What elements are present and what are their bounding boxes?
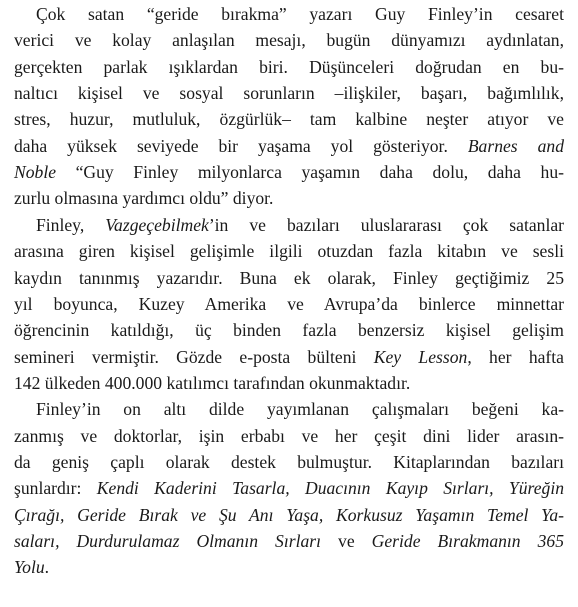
text-line bbox=[14, 185, 564, 211]
text-run: . bbox=[44, 557, 50, 578]
italic-text: Yolu bbox=[14, 557, 45, 578]
text-run: Çok satan “geride bırakma” yazarı Guy Finley’in cesaret bbox=[36, 4, 564, 24]
text-line bbox=[14, 159, 564, 185]
text-line bbox=[14, 317, 564, 343]
text-run: şunlardır: bbox=[14, 478, 97, 499]
text-line bbox=[14, 106, 564, 132]
text-line bbox=[14, 265, 564, 291]
italic-text: Çırağı, Geride Bırak ve Şu Anı Yaşa, Korkusuz Yaşamın Temel Ya- bbox=[14, 504, 564, 525]
text-line bbox=[36, 212, 564, 238]
italic-text: Barnes and bbox=[467, 135, 564, 156]
text-line bbox=[14, 475, 564, 501]
italic-text: saları, Durdurulamaz Olmanın Sırları bbox=[14, 531, 322, 551]
text-run: 142 ülkeden 400.000 katılımcı tarafından okunmaktadır. bbox=[14, 372, 411, 393]
text-line bbox=[14, 80, 564, 106]
italic-text: Geride Bırakmanın 365 bbox=[371, 531, 565, 551]
text-line bbox=[14, 528, 564, 554]
text-run: Finley, bbox=[36, 214, 106, 235]
text-run: verici ve kolay anlaşılan mesajı, bugün dünyamızı aydınlatan, bbox=[14, 30, 564, 51]
italic-text: Vazgeçebilmek bbox=[105, 214, 209, 235]
text-run: semineri vermiştir. Gözde e-posta bülteni bbox=[14, 346, 374, 367]
text-run: zurlu olmasına yardımcı oldu” diyor. bbox=[14, 188, 274, 209]
text-run: , her hafta bbox=[467, 346, 564, 367]
text-run: daha yüksek seviyede bir yaşama yol gösteriyor. bbox=[14, 135, 468, 156]
text-run: gerçekten parlak ışıklardan biri. Düşünceleri doğrudan en bu- bbox=[14, 56, 564, 77]
text-line bbox=[14, 502, 564, 528]
italic-text: Key Lesson bbox=[373, 346, 468, 367]
text-run: ’in ve bazıları uluslararası çok satanlar bbox=[208, 214, 565, 235]
text-run: Finley’in on altı dilde yayımlanan çalışmaları beğeni ka- bbox=[36, 399, 564, 420]
text-run: naltıcı kişisel ve sosyal sorunların –ilişkiler, başarı, bağımlılık, bbox=[14, 83, 564, 104]
text-run: ve bbox=[321, 531, 372, 551]
text-run: da geniş çaplı olarak destek bulmuştur. Kitaplarından bazıları bbox=[14, 451, 564, 472]
text-run: arasına giren kişisel gelişimle ilgili otuzdan fazla kitabın ve sesli bbox=[14, 241, 564, 262]
text-line bbox=[36, 1, 564, 27]
text-line bbox=[14, 133, 564, 159]
text-line bbox=[14, 27, 564, 53]
text-run: öğrencinin katıldığı, üç binden fazla benzersiz kişisel gelişim bbox=[14, 320, 564, 341]
text-run: zanmış ve doktorlar, işin erbabı ve her çeşit dini lider arasın- bbox=[14, 425, 564, 446]
text-run: kaydın tanınmış yazarıdır. Buna ek olarak, Finley geçtiğimiz 25 bbox=[14, 267, 564, 288]
text-run: “Guy Finley milyonlarca yaşamın daha dolu, daha hu- bbox=[56, 162, 564, 183]
text-line bbox=[14, 344, 564, 370]
text-run: yıl boyunca, Kuzey Amerika ve Avrupa’da binlerce minnettar bbox=[14, 293, 564, 314]
text-line bbox=[14, 54, 564, 80]
text-line bbox=[14, 423, 564, 449]
text-line bbox=[14, 370, 564, 396]
text-line bbox=[14, 449, 564, 475]
italic-text: Noble bbox=[14, 162, 57, 183]
italic-text: Kendi Kaderini Tasarla, Duacının Kayıp Sırları, Yüreğin bbox=[96, 478, 565, 499]
text-line bbox=[36, 396, 564, 422]
text-line bbox=[14, 554, 564, 580]
text-run: stres, huzur, mutluluk, özgürlük– tam kalbine neşter atıyor ve bbox=[14, 109, 564, 130]
text-line bbox=[14, 238, 564, 264]
text-line bbox=[14, 291, 564, 317]
